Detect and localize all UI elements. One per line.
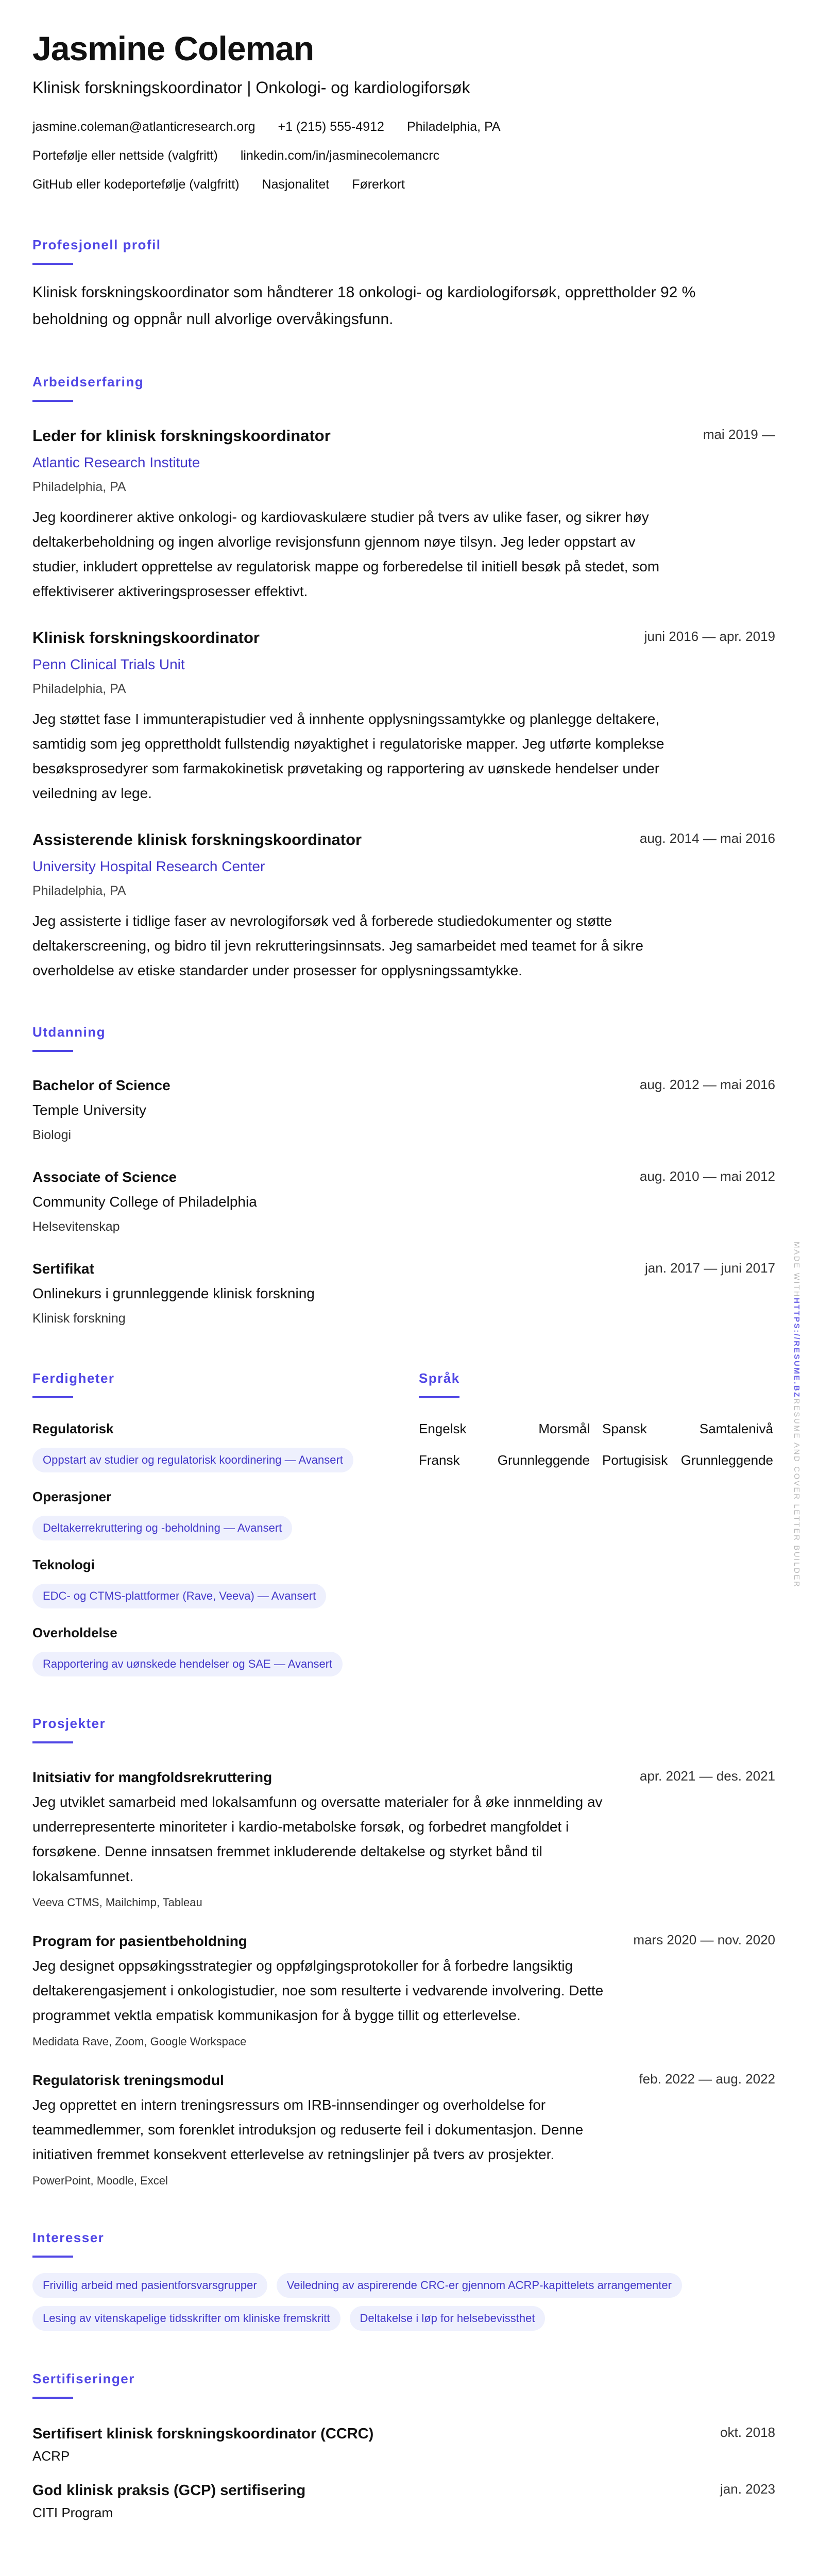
certification-list: [32, 2424, 775, 2521]
certification-title: Sertifisert klinisk forskningskoordinator (CCRC): [32, 2426, 374, 2442]
degree-title: Sertifikat: [32, 1261, 94, 1277]
drivers-license-text: Førerkort: [352, 177, 405, 192]
skill-group-title: Teknologi: [32, 1557, 95, 1572]
watermark: [792, 1242, 801, 1588]
heading-underline: [32, 2256, 73, 2258]
certification-title: God klinisk praksis (GCP) sertifisering: [32, 2482, 306, 2499]
education-date: jan. 2017 — juni 2017: [645, 1260, 775, 1276]
company-name: Penn Clinical Trials Unit: [32, 656, 185, 672]
degree-title: Associate of Science: [32, 1169, 177, 1185]
education-date: aug. 2012 — mai 2016: [639, 1077, 775, 1092]
language-level: Grunnleggende: [497, 1452, 590, 1468]
institution-name: Temple University: [32, 1102, 146, 1118]
language-item: [419, 1420, 590, 1437]
education-list: [32, 1076, 775, 1327]
project-tech: Medidata Rave, Zoom, Google Workspace: [32, 2035, 247, 2048]
resume-page: [32, 0, 775, 2537]
education-section: [32, 1023, 775, 1327]
certification-issuer: ACRP: [32, 2448, 70, 2464]
contact-info: [32, 112, 775, 199]
job-title: Assisterende klinisk forskningskoordinator: [32, 831, 362, 849]
heading-underline: [419, 1396, 459, 1398]
job-date: juni 2016 — apr. 2019: [644, 629, 775, 644]
interest-pill: Frivillig arbeid med pasientforsvarsgrupper: [32, 2273, 267, 2298]
education-entry: [32, 1167, 775, 1235]
language-name: Engelsk: [419, 1421, 467, 1436]
company-name: University Hospital Research Center: [32, 858, 265, 874]
language-item: [602, 1451, 773, 1469]
job-description: Jeg assisterte i tidlige faser av nevrologiforsøk ved å forberede studiedokumenter og støtte deltakerscreening, og bidro til jevn rekrutteringsinnsats. Jeg samarbeidet med teamet for å sikre overholdelse av etiske standarder under prosesser for opplysningssamtykke.: [32, 913, 643, 978]
language-name: Fransk: [419, 1452, 460, 1468]
company-name: Atlantic Research Institute: [32, 454, 200, 470]
skill-group: [32, 1624, 395, 1676]
heading-underline: [32, 1050, 73, 1052]
skill-groups: [32, 1420, 395, 1676]
experience-section: [32, 373, 775, 983]
languages-section: [419, 1369, 774, 1676]
project-entry: [32, 2070, 775, 2189]
candidate-name: Jasmine Coleman: [32, 29, 314, 67]
skill-pill: Deltakerrekruttering og -beholdning — Avansert: [32, 1516, 292, 1540]
skills-section: [32, 1369, 395, 1676]
resume-header: [32, 0, 775, 199]
skill-pill: Rapportering av uønskede hendelser og SAE — Avansert: [32, 1652, 343, 1676]
profile-section: [32, 236, 775, 333]
certification-issuer: CITI Program: [32, 2505, 113, 2520]
project-title: Regulatorisk treningsmodul: [32, 2072, 224, 2088]
language-level: Samtalenivå: [699, 1421, 773, 1436]
education-entry: [32, 1259, 775, 1327]
section-heading: Språk: [419, 1370, 460, 1386]
heading-underline: [32, 2397, 73, 2399]
watermark-suffix: RESUME AND COVER LETTER BUILDER: [792, 1398, 801, 1588]
heading-underline: [32, 400, 73, 402]
skill-group: [32, 1556, 395, 1608]
profile-summary: Klinisk forskningskoordinator som håndterer 18 onkologi- og kardiologiforsøk, opprettholder 92 % beholdning og oppnår null alvorlige overvåkingsfunn.: [32, 284, 696, 328]
heading-underline: [32, 263, 73, 265]
interest-list: [32, 2273, 702, 2331]
interest-pill: Lesing av vitenskapelige tidsskrifter om kliniske fremskritt: [32, 2306, 340, 2331]
project-entry: [32, 1931, 775, 2049]
job-title: Klinisk forskningskoordinator: [32, 629, 260, 647]
language-item: [602, 1420, 773, 1437]
job-title: Leder for klinisk forskningskoordinator: [32, 427, 331, 445]
skill-pill: EDC- og CTMS-plattformer (Rave, Veeva) — Avansert: [32, 1584, 326, 1608]
job-description: Jeg støttet fase I immunterapistudier ved å innhente opplysningssamtykke og planlegge deltakere, samtidig som jeg opprettholdt fullstendig nøyaktighet i regulatoriske mapper. Jeg utførte komplekse besøksprosedyrer som farmakokinetisk prøvetaking og rapportering av uønskede hendelser under veiledning av lege.: [32, 711, 664, 801]
language-level: Grunnleggende: [680, 1452, 773, 1468]
job-entry: [32, 628, 775, 806]
certification-date: okt. 2018: [720, 2425, 775, 2440]
project-description: Jeg opprettet en intern treningsressurs om IRB-innsendinger og overholdelse for teammedlemmer, som forenklet introduksjon og reduserte feil i dokumentasjon. Denne initiativen fremmet konsekvent etterlevelse av retningslinjer på tvers av prosjekter.: [32, 2097, 584, 2162]
portfolio-link[interactable]: Portefølje eller nettside (valgfritt): [32, 148, 218, 163]
field-of-study: Klinisk forskning: [32, 1311, 126, 1326]
interest-pill: Deltakelse i løp for helsebevissthet: [350, 2306, 546, 2331]
education-date: aug. 2010 — mai 2012: [639, 1168, 775, 1184]
contact-row: [32, 141, 775, 170]
language-name: Portugisisk: [602, 1452, 668, 1468]
section-heading: Utdanning: [32, 1024, 106, 1040]
institution-name: Onlinekurs i grunnleggende klinisk forskning: [32, 1285, 315, 1301]
github-link[interactable]: GitHub eller kodeportefølje (valgfritt): [32, 177, 240, 192]
contact-row: [32, 112, 775, 141]
job-date: mai 2019 —: [703, 427, 775, 442]
project-description: Jeg utviklet samarbeid med lokalsamfunn og oversatte materialer for å øke innmelding av underrepresenterte minoriteter i kardio-metabolske forsøk, og forbedret mangfoldet i forsøkene. Denne innsatsen fremmet inkluderende deltakelse og styrket bånd til lokalsamfunnet.: [32, 1794, 603, 1884]
language-item: [419, 1451, 590, 1469]
skills-languages-row: [32, 1369, 775, 1676]
location-text: Philadelphia, PA: [406, 120, 501, 134]
watermark-link[interactable]: HTTPS://RESUME.BZ: [792, 1298, 801, 1399]
job-location: Philadelphia, PA: [32, 682, 126, 696]
project-date: feb. 2022 — aug. 2022: [639, 2071, 775, 2087]
skill-group-title: Overholdelse: [32, 1625, 117, 1640]
certification-entry: [32, 2424, 775, 2465]
interest-pill: Veiledning av aspirerende CRC-er gjennom ACRP-kapittelets arrangementer: [277, 2273, 682, 2298]
project-title: Program for pasientbeholdning: [32, 1933, 247, 1949]
contact-row: [32, 170, 775, 199]
job-entry: [32, 426, 775, 604]
project-list: [32, 1767, 775, 2189]
language-grid: [419, 1420, 774, 1469]
linkedin-link[interactable]: linkedin.com/in/jasminecolemancrc: [240, 148, 440, 163]
section-heading: Ferdigheter: [32, 1370, 115, 1386]
heading-underline: [32, 1741, 73, 1743]
section-heading: Profesjonell profil: [32, 237, 161, 252]
skill-group: [32, 1420, 395, 1472]
section-heading: Prosjekter: [32, 1716, 106, 1731]
project-title: Initsiativ for mangfoldsrekruttering: [32, 1769, 272, 1785]
job-entry: [32, 829, 775, 983]
candidate-headline: Klinisk forskningskoordinator | Onkologi- og kardiologiforsøk: [32, 78, 470, 97]
field-of-study: Helsevitenskap: [32, 1219, 120, 1234]
job-date: aug. 2014 — mai 2016: [639, 831, 775, 846]
job-location: Philadelphia, PA: [32, 884, 126, 898]
language-level: Morsmål: [538, 1421, 590, 1436]
skill-group-title: Regulatorisk: [32, 1421, 114, 1436]
certifications-section: [32, 2370, 775, 2521]
certification-date: jan. 2023: [720, 2481, 775, 2497]
heading-underline: [32, 1396, 73, 1398]
project-date: mars 2020 — nov. 2020: [633, 1932, 775, 1947]
project-date: apr. 2021 — des. 2021: [639, 1768, 775, 1784]
section-heading: Arbeidserfaring: [32, 374, 144, 389]
project-tech: Veeva CTMS, Mailchimp, Tableau: [32, 1896, 202, 1909]
email-link[interactable]: jasmine.coleman@atlanticresearch.org: [32, 120, 255, 134]
project-tech: PowerPoint, Moodle, Excel: [32, 2174, 168, 2187]
education-entry: [32, 1076, 775, 1144]
job-location: Philadelphia, PA: [32, 480, 126, 494]
certification-entry: [32, 2480, 775, 2521]
interests-section: [32, 2229, 775, 2331]
projects-section: [32, 1715, 775, 2189]
job-list: [32, 426, 775, 983]
watermark-prefix: MADE WITH: [792, 1242, 801, 1298]
job-description: Jeg koordinerer aktive onkologi- og kardiovaskulære studier på tvers av ulike faser, og sikrer høy deltakerbeholdning og ingen alvorlige revisjonsfunn gjennom nøye tilsyn. Jeg leder oppstart av studier, inkludert opprettelse av regulatorisk mappe og forberedelse til initiell besøk på stedet, som effektiviserer aktiveringsprosesser effektivt.: [32, 509, 660, 599]
nationality-text: Nasjonalitet: [262, 177, 330, 192]
section-heading: Sertifiseringer: [32, 2371, 135, 2386]
institution-name: Community College of Philadelphia: [32, 1194, 257, 1210]
skill-group: [32, 1488, 395, 1540]
field-of-study: Biologi: [32, 1128, 72, 1142]
skill-pill: Oppstart av studier og regulatorisk koordinering — Avansert: [32, 1448, 353, 1472]
phone-text: +1 (215) 555-4912: [278, 120, 384, 134]
skill-group-title: Operasjoner: [32, 1489, 112, 1504]
project-description: Jeg designet oppsøkingsstrategier og oppfølgingsprotokoller for å forbedre langsiktig deltakerengasjement i onkologistudier, noe som resulterte i vedvarende involvering. Dette programmet vektla empatisk kommunikasjon for å bygge tillit og etterlevelse.: [32, 1958, 604, 2023]
section-heading: Interesser: [32, 2230, 105, 2245]
project-entry: [32, 1767, 775, 1910]
degree-title: Bachelor of Science: [32, 1077, 171, 1093]
language-name: Spansk: [602, 1421, 647, 1436]
